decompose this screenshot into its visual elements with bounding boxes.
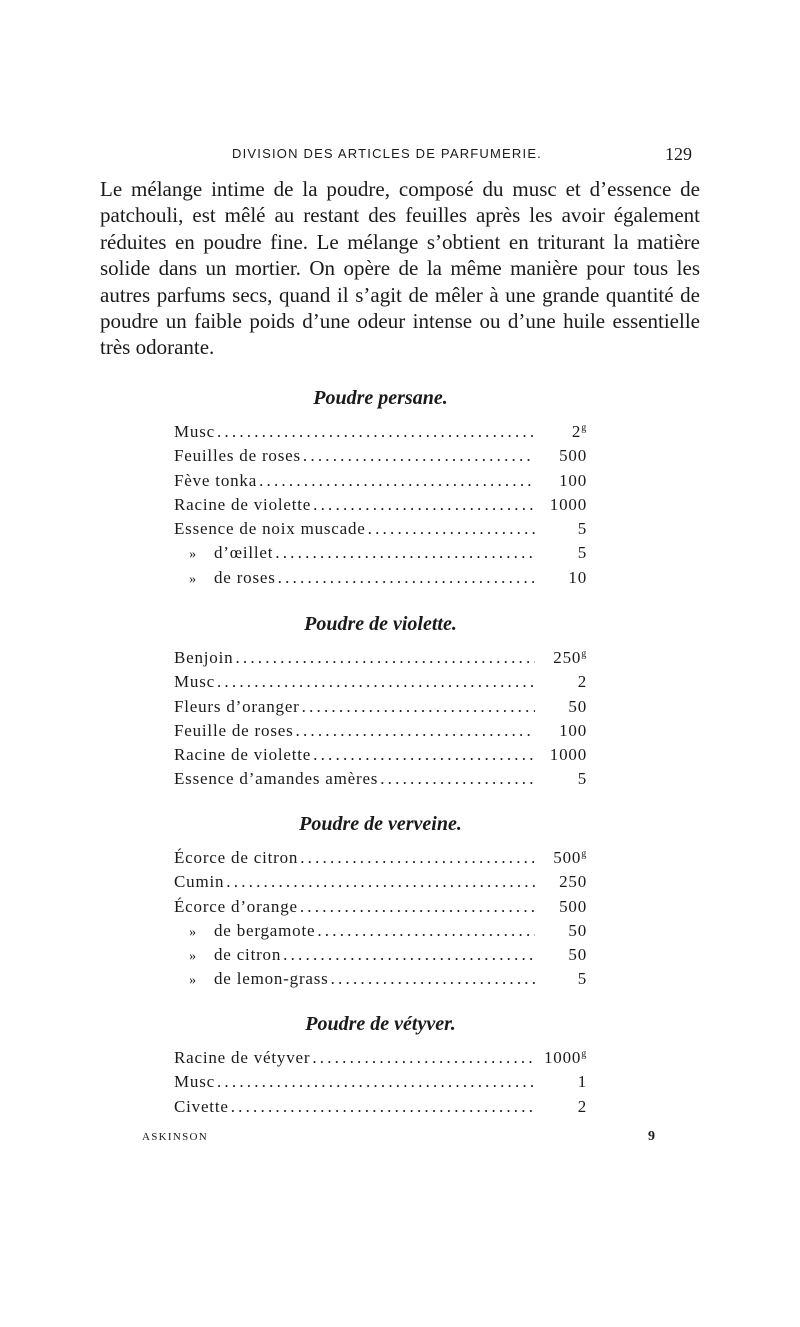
recipe-poudre-persane — [174, 386, 587, 592]
ingredient-quantity — [535, 422, 587, 442]
ingredient-name: Écorce d’orange — [174, 896, 298, 916]
leader-dots — [315, 921, 535, 941]
ingredient-quantity — [535, 648, 587, 668]
leader-dots — [276, 568, 535, 588]
leader-dots — [215, 1072, 535, 1092]
leader-dots — [300, 697, 535, 717]
quantity-unit: g — [581, 1048, 587, 1060]
ingredient-quantity: 5 — [577, 769, 587, 789]
ingredient-name: Racine de violette — [174, 494, 312, 514]
leader-dots — [215, 672, 535, 692]
ingredient-quantity — [535, 848, 587, 868]
quantity-unit: g — [581, 848, 587, 860]
ingredient-quantity: 1000 — [549, 494, 587, 514]
ingredient-quantity: 10 — [568, 567, 587, 587]
ingredient-quantity: 100 — [559, 720, 587, 740]
ingredient-row — [174, 921, 587, 945]
ingredient-row — [174, 1097, 587, 1121]
ingredient-quantity: 2 — [577, 672, 587, 692]
ingredient-name: Cumin — [174, 872, 225, 892]
ingredient-name: Musc — [174, 1072, 215, 1092]
running-head: DIVISION DES ARTICLES DE PARFUMERIE. — [232, 146, 542, 161]
leader-dots — [311, 745, 535, 765]
leader-dots — [273, 543, 535, 563]
ingredient-name: Essence d’amandes amères — [174, 769, 379, 789]
ingredient-quantity: 500 — [559, 446, 587, 466]
ingredient-row — [174, 697, 587, 721]
ingredient-name: de citron — [214, 945, 282, 965]
ingredient-row — [174, 543, 587, 567]
ingredient-name: Benjoin — [174, 648, 234, 667]
ingredient-name: Écorce de citron — [174, 848, 299, 867]
ingredient-row — [174, 1048, 587, 1072]
ingredient-quantity: 5 — [577, 519, 587, 539]
recipe-title: Poudre de vétyver. — [305, 1013, 456, 1035]
recipe-title: Poudre de verveine. — [299, 813, 462, 835]
leader-dots — [281, 945, 535, 965]
quantity-unit: g — [581, 422, 587, 434]
ingredient-row — [174, 745, 587, 769]
ingredient-quantity: 5 — [577, 543, 587, 563]
ingredient-row — [174, 721, 587, 745]
ingredient-quantity: 100 — [559, 470, 587, 490]
ingredient-name: de bergamote — [214, 920, 316, 940]
leader-dots — [301, 446, 535, 466]
quantity-value: 2 — [571, 422, 582, 441]
leader-dots — [224, 872, 535, 892]
ingredient-row — [174, 471, 587, 495]
ingredient-quantity: 50 — [568, 945, 587, 965]
quantity-value: 500 — [553, 848, 582, 867]
ditto-mark: » — [189, 924, 197, 940]
recipe-title: Poudre persane. — [313, 387, 448, 409]
ingredient-quantity: 50 — [568, 920, 587, 940]
page-number: 129 — [665, 144, 692, 164]
ingredient-quantity: 5 — [577, 969, 587, 989]
quantity-value: 250 — [553, 648, 582, 667]
ingredient-row — [174, 519, 587, 543]
leader-dots — [310, 1048, 535, 1068]
ingredient-row — [174, 848, 587, 872]
ingredient-list — [174, 648, 587, 794]
ingredient-quantity: 50 — [568, 696, 587, 716]
ingredient-name: Civette — [174, 1096, 229, 1116]
ingredient-quantity: 1000 — [549, 745, 587, 765]
leader-dots — [233, 648, 535, 668]
ditto-mark: » — [189, 571, 197, 587]
ingredient-name: Feuille de roses — [174, 720, 294, 740]
ingredient-list — [174, 848, 587, 994]
ingredient-name: Feuilles de roses — [174, 446, 301, 466]
ingredient-row — [174, 422, 587, 446]
ingredient-name: Musc — [174, 422, 215, 441]
ingredient-name: Racine de violette — [174, 745, 312, 765]
ingredient-name: Fleurs d’oranger — [174, 696, 300, 716]
leader-dots — [215, 422, 535, 442]
recipe-poudre-de-vetyver — [174, 1012, 587, 1121]
leader-dots — [366, 519, 535, 539]
ingredient-name: de roses — [214, 567, 276, 587]
ingredient-quantity: 1 — [577, 1072, 587, 1092]
ingredient-list — [174, 422, 587, 592]
ingredient-name: Racine de vétyver — [174, 1048, 311, 1067]
ingredient-name: Musc — [174, 672, 215, 692]
ingredient-row — [174, 872, 587, 896]
ingredient-row — [174, 648, 587, 672]
ingredient-name: de lemon-grass — [214, 969, 329, 989]
ingredient-quantity: 500 — [559, 896, 587, 916]
leader-dots — [311, 495, 535, 515]
ingredient-list — [174, 1048, 587, 1121]
ingredient-quantity: 2 — [577, 1096, 587, 1116]
ingredient-name: Essence de noix muscade — [174, 519, 366, 539]
ingredient-row — [174, 568, 587, 592]
ditto-mark: » — [189, 973, 197, 989]
leader-dots — [298, 848, 535, 868]
leader-dots — [378, 769, 535, 789]
ingredient-row — [174, 495, 587, 519]
ingredient-quantity: 250 — [559, 872, 587, 892]
ingredient-row — [174, 897, 587, 921]
quantity-value: 1000 — [543, 1048, 582, 1067]
leader-dots — [298, 897, 535, 917]
recipe-poudre-de-verveine — [174, 812, 587, 994]
page-footer — [0, 1131, 800, 1151]
ingredient-quantity — [535, 1048, 587, 1068]
leader-dots — [257, 471, 535, 491]
ingredient-row — [174, 945, 587, 969]
ingredient-name: Fève tonka — [174, 470, 258, 490]
page-header — [0, 146, 800, 166]
ditto-mark: » — [189, 547, 197, 563]
leader-dots — [329, 969, 535, 989]
quantity-unit: g — [581, 648, 587, 660]
recipe-poudre-de-violette — [174, 612, 587, 794]
ingredient-name: d’œillet — [214, 543, 274, 563]
ingredient-row — [174, 672, 587, 696]
intro-paragraph: Le mélange intime de la poudre, composé du musc et d’essence de patchouli, est mêlé au restant des feuilles après les avoir également réduites en poudre fine. Le mélange s’obtient en triturant la matière solide dans un mortier. On opère de la même manière pour tous les autres parfums secs, quand il s’agit de mêler à une grande quantité de poudre un faible poids d’une odeur intense ou d’une huile essentielle très odorante. — [100, 177, 700, 360]
sheet-number: 9 — [648, 1129, 655, 1144]
signature-mark: ASKINSON — [142, 1131, 209, 1143]
ingredient-row — [174, 769, 587, 793]
leader-dots — [294, 721, 536, 741]
recipe-title: Poudre de violette. — [304, 613, 457, 635]
ditto-mark: » — [189, 949, 197, 965]
ingredient-row — [174, 1072, 587, 1096]
ingredient-row — [174, 446, 587, 470]
leader-dots — [229, 1097, 535, 1117]
ingredient-row — [174, 969, 587, 993]
